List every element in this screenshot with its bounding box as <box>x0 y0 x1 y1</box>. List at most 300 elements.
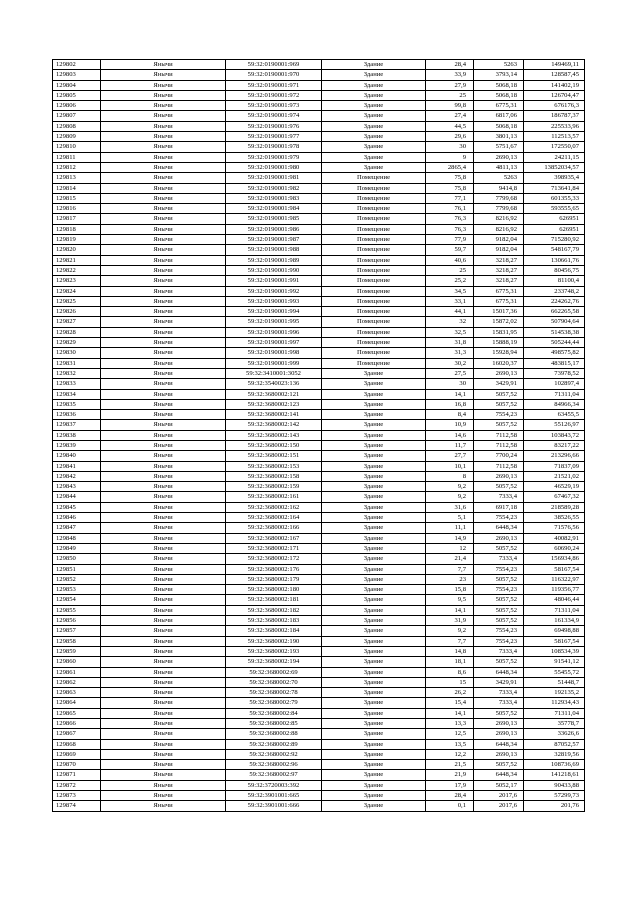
cadastral-number-cell: 59:32:3680002:181 <box>226 595 322 605</box>
specific-value-cell: 7112,58 <box>474 430 524 440</box>
settlement-cell: Янычи <box>101 729 226 739</box>
row-number-cell: 129847 <box>53 523 101 533</box>
specific-value-cell: 5263 <box>474 173 524 183</box>
specific-value-cell: 3429,91 <box>474 677 524 687</box>
settlement-cell: Янычи <box>101 338 226 348</box>
cadastral-number-cell: 59:32:0190001:997 <box>226 338 322 348</box>
cadastral-number-cell: 59:32:0190001:978 <box>226 142 322 152</box>
area-cell: 76,3 <box>426 214 474 224</box>
cadastral-value-cell: 35778,7 <box>524 719 585 729</box>
object-type-cell: Здание <box>322 780 426 790</box>
cadastral-value-cell: 32819,56 <box>524 749 585 759</box>
object-type-cell: Помещение <box>322 224 426 234</box>
settlement-cell: Янычи <box>101 245 226 255</box>
cadastral-value-cell: 483815,17 <box>524 358 585 368</box>
cadastral-value-cell: 58167,54 <box>524 564 585 574</box>
table-row <box>53 667 585 677</box>
table-row <box>53 770 585 780</box>
object-type-cell: Здание <box>322 111 426 121</box>
area-cell: 7,7 <box>426 636 474 646</box>
table-row <box>53 307 585 317</box>
row-number-cell: 129842 <box>53 471 101 481</box>
object-type-cell: Здание <box>322 80 426 90</box>
specific-value-cell: 3801,13 <box>474 132 524 142</box>
cadastral-value-cell: 225533,96 <box>524 121 585 131</box>
specific-value-cell: 6448,34 <box>474 770 524 780</box>
table-row <box>53 646 585 656</box>
cadastral-number-cell: 59:32:3680002:172 <box>226 554 322 564</box>
specific-value-cell: 6775,31 <box>474 101 524 111</box>
cadastral-value-cell: 676176,3 <box>524 101 585 111</box>
area-cell: 14,6 <box>426 430 474 440</box>
settlement-cell: Янычи <box>101 90 226 100</box>
table-row <box>53 585 585 595</box>
row-number-cell: 129806 <box>53 101 101 111</box>
cadastral-value-cell: 128587,45 <box>524 70 585 80</box>
cadastral-value-cell: 33626,6 <box>524 729 585 739</box>
cadastral-value-cell: 69498,88 <box>524 626 585 636</box>
row-number-cell: 129862 <box>53 677 101 687</box>
cadastral-number-cell: 59:32:0190001:982 <box>226 183 322 193</box>
object-type-cell: Здание <box>322 595 426 605</box>
specific-value-cell: 6775,31 <box>474 296 524 306</box>
cadastral-value-cell: 141218,61 <box>524 770 585 780</box>
cadastral-number-cell: 59:32:0190001:996 <box>226 327 322 337</box>
object-type-cell: Помещение <box>322 348 426 358</box>
area-cell: 9,2 <box>426 492 474 502</box>
row-number-cell: 129841 <box>53 461 101 471</box>
area-cell: 27,7 <box>426 451 474 461</box>
row-number-cell: 129856 <box>53 616 101 626</box>
row-number-cell: 129871 <box>53 770 101 780</box>
settlement-cell: Янычи <box>101 265 226 275</box>
row-number-cell: 129832 <box>53 368 101 378</box>
object-type-cell: Здание <box>322 698 426 708</box>
table-row <box>53 791 585 801</box>
cadastral-value-cell: 71576,56 <box>524 523 585 533</box>
area-cell: 13,3 <box>426 719 474 729</box>
cadastral-number-cell: 59:32:3680002:159 <box>226 482 322 492</box>
cadastral-number-cell: 59:32:0190001:999 <box>226 358 322 368</box>
area-cell: 23 <box>426 574 474 584</box>
cadastral-number-cell: 59:32:3680002:121 <box>226 389 322 399</box>
object-type-cell: Помещение <box>322 265 426 275</box>
row-number-cell: 129829 <box>53 338 101 348</box>
specific-value-cell: 15831,95 <box>474 327 524 337</box>
table-row <box>53 492 585 502</box>
area-cell: 59,7 <box>426 245 474 255</box>
cadastral-value-cell: 81100,4 <box>524 276 585 286</box>
area-cell: 33,1 <box>426 296 474 306</box>
settlement-cell: Янычи <box>101 389 226 399</box>
specific-value-cell: 9182,04 <box>474 245 524 255</box>
settlement-cell: Янычи <box>101 162 226 172</box>
settlement-cell: Янычи <box>101 554 226 564</box>
table-row <box>53 204 585 214</box>
area-cell: 25 <box>426 265 474 275</box>
object-type-cell: Здание <box>322 585 426 595</box>
settlement-cell: Янычи <box>101 224 226 234</box>
settlement-cell: Янычи <box>101 173 226 183</box>
cadastral-number-cell: 59:32:0190001:989 <box>226 255 322 265</box>
specific-value-cell: 5057,52 <box>474 389 524 399</box>
settlement-cell: Янычи <box>101 533 226 543</box>
table-row <box>53 688 585 698</box>
settlement-cell: Янычи <box>101 420 226 430</box>
table-row <box>53 183 585 193</box>
specific-value-cell: 7333,4 <box>474 554 524 564</box>
area-cell: 32,5 <box>426 327 474 337</box>
object-type-cell: Помещение <box>322 327 426 337</box>
settlement-cell: Янычи <box>101 698 226 708</box>
area-cell: 31,8 <box>426 338 474 348</box>
table-row <box>53 224 585 234</box>
cadastral-value-cell: 103843,72 <box>524 430 585 440</box>
area-cell: 28,4 <box>426 791 474 801</box>
row-number-cell: 129870 <box>53 760 101 770</box>
cadastral-number-cell: 59:32:0190001:984 <box>226 204 322 214</box>
table-row <box>53 245 585 255</box>
specific-value-cell: 5263 <box>474 60 524 70</box>
area-cell: 15,4 <box>426 698 474 708</box>
area-cell: 30,2 <box>426 358 474 368</box>
cadastral-number-cell: 59:32:3680002:85 <box>226 719 322 729</box>
settlement-cell: Янычи <box>101 255 226 265</box>
area-cell: 27,5 <box>426 368 474 378</box>
cadastral-value-cell: 63455,5 <box>524 410 585 420</box>
row-number-cell: 129807 <box>53 111 101 121</box>
table-row <box>53 513 585 523</box>
table-row <box>53 80 585 90</box>
cadastral-number-cell: 59:32:0190001:977 <box>226 132 322 142</box>
cadastral-value-cell: 60690,24 <box>524 543 585 553</box>
row-number-cell: 129813 <box>53 173 101 183</box>
specific-value-cell: 2017,6 <box>474 801 524 811</box>
area-cell: 7,7 <box>426 564 474 574</box>
area-cell: 44,5 <box>426 121 474 131</box>
area-cell: 28,4 <box>426 60 474 70</box>
settlement-cell: Янычи <box>101 327 226 337</box>
specific-value-cell: 5068,18 <box>474 121 524 131</box>
settlement-cell: Янычи <box>101 379 226 389</box>
cadastral-number-cell: 59:32:0190001:973 <box>226 101 322 111</box>
cadastral-value-cell: 141402,19 <box>524 80 585 90</box>
row-number-cell: 129819 <box>53 235 101 245</box>
cadastral-value-cell: 172550,07 <box>524 142 585 152</box>
cadastral-number-cell: 59:32:3680002:179 <box>226 574 322 584</box>
row-number-cell: 129838 <box>53 430 101 440</box>
area-cell: 11,1 <box>426 523 474 533</box>
row-number-cell: 129833 <box>53 379 101 389</box>
settlement-cell: Янычи <box>101 616 226 626</box>
settlement-cell: Янычи <box>101 358 226 368</box>
settlement-cell: Янычи <box>101 708 226 718</box>
area-cell: 8 <box>426 471 474 481</box>
area-cell: 15,8 <box>426 585 474 595</box>
object-type-cell: Помещение <box>322 214 426 224</box>
table-row <box>53 111 585 121</box>
object-type-cell: Здание <box>322 132 426 142</box>
area-cell: 77,1 <box>426 193 474 203</box>
area-cell: 18,1 <box>426 657 474 667</box>
table-row <box>53 616 585 626</box>
settlement-cell: Янычи <box>101 605 226 615</box>
cadastral-value-cell: 201,76 <box>524 801 585 811</box>
object-type-cell: Помещение <box>322 307 426 317</box>
cadastral-value-cell: 71311,04 <box>524 605 585 615</box>
cadastral-number-cell: 59:32:3680002:190 <box>226 636 322 646</box>
table-row <box>53 719 585 729</box>
cadastral-number-cell: 59:32:3720003:392 <box>226 780 322 790</box>
cadastral-value-cell: 601355,33 <box>524 193 585 203</box>
cadastral-value-cell: 83217,22 <box>524 440 585 450</box>
area-cell: 29,6 <box>426 132 474 142</box>
row-number-cell: 129858 <box>53 636 101 646</box>
cadastral-value-cell: 71311,04 <box>524 708 585 718</box>
object-type-cell: Здание <box>322 502 426 512</box>
object-type-cell: Здание <box>322 513 426 523</box>
area-cell: 12 <box>426 543 474 553</box>
cadastral-number-cell: 59:32:3680002:182 <box>226 605 322 615</box>
row-number-cell: 129850 <box>53 554 101 564</box>
settlement-cell: Янычи <box>101 214 226 224</box>
table-row <box>53 636 585 646</box>
area-cell: 25 <box>426 90 474 100</box>
row-number-cell: 129855 <box>53 605 101 615</box>
table-row <box>53 564 585 574</box>
settlement-cell: Янычи <box>101 461 226 471</box>
object-type-cell: Здание <box>322 574 426 584</box>
cadastral-value-cell: 13852034,57 <box>524 162 585 172</box>
table-row <box>53 780 585 790</box>
cadastral-number-cell: 59:32:3680002:171 <box>226 543 322 553</box>
specific-value-cell: 5052,17 <box>474 780 524 790</box>
table-row <box>53 698 585 708</box>
row-number-cell: 129865 <box>53 708 101 718</box>
row-number-cell: 129843 <box>53 482 101 492</box>
specific-value-cell: 3793,14 <box>474 70 524 80</box>
object-type-cell: Здание <box>322 533 426 543</box>
specific-value-cell: 6448,34 <box>474 739 524 749</box>
specific-value-cell: 15872,02 <box>474 317 524 327</box>
cadastral-value-cell: 38526,55 <box>524 513 585 523</box>
object-type-cell: Здание <box>322 719 426 729</box>
table-row <box>53 317 585 327</box>
settlement-cell: Янычи <box>101 471 226 481</box>
settlement-cell: Янычи <box>101 451 226 461</box>
specific-value-cell: 2690,13 <box>474 533 524 543</box>
object-type-cell: Здание <box>322 482 426 492</box>
cadastral-value-cell: 626951 <box>524 214 585 224</box>
object-type-cell: Здание <box>322 801 426 811</box>
settlement-cell: Янычи <box>101 760 226 770</box>
area-cell: 9,2 <box>426 482 474 492</box>
object-type-cell: Здание <box>322 749 426 759</box>
object-type-cell: Здание <box>322 616 426 626</box>
settlement-cell: Янычи <box>101 307 226 317</box>
settlement-cell: Янычи <box>101 440 226 450</box>
row-number-cell: 129826 <box>53 307 101 317</box>
table-row <box>53 265 585 275</box>
object-type-cell: Здание <box>322 451 426 461</box>
row-number-cell: 129802 <box>53 60 101 70</box>
row-number-cell: 129845 <box>53 502 101 512</box>
row-number-cell: 129837 <box>53 420 101 430</box>
cadastral-number-cell: 59:32:3680002:123 <box>226 399 322 409</box>
cadastral-value-cell: 548167,79 <box>524 245 585 255</box>
object-type-cell: Здание <box>322 543 426 553</box>
row-number-cell: 129815 <box>53 193 101 203</box>
object-type-cell: Здание <box>322 152 426 162</box>
object-type-cell: Здание <box>322 657 426 667</box>
cadastral-value-cell: 192135,2 <box>524 688 585 698</box>
area-cell: 2865,4 <box>426 162 474 172</box>
row-number-cell: 129818 <box>53 224 101 234</box>
object-type-cell: Здание <box>322 688 426 698</box>
area-cell: 14,1 <box>426 708 474 718</box>
cadastral-value-cell: 90433,88 <box>524 780 585 790</box>
table-row <box>53 379 585 389</box>
specific-value-cell: 5057,52 <box>474 543 524 553</box>
row-number-cell: 129821 <box>53 255 101 265</box>
cadastral-value-cell: 112934,43 <box>524 698 585 708</box>
object-type-cell: Здание <box>322 379 426 389</box>
cadastral-value-cell: 514538,38 <box>524 327 585 337</box>
cadastral-number-cell: 59:32:0190001:970 <box>226 70 322 80</box>
area-cell: 27,9 <box>426 80 474 90</box>
area-cell: 16,8 <box>426 399 474 409</box>
cadastral-value-cell: 498575,82 <box>524 348 585 358</box>
row-number-cell: 129869 <box>53 749 101 759</box>
specific-value-cell: 7333,4 <box>474 698 524 708</box>
settlement-cell: Янычи <box>101 595 226 605</box>
settlement-cell: Янычи <box>101 646 226 656</box>
specific-value-cell: 16020,37 <box>474 358 524 368</box>
area-cell: 14,8 <box>426 646 474 656</box>
area-cell: 34,5 <box>426 286 474 296</box>
table-row <box>53 677 585 687</box>
cadastral-value-cell: 233748,2 <box>524 286 585 296</box>
row-number-cell: 129854 <box>53 595 101 605</box>
row-number-cell: 129868 <box>53 739 101 749</box>
row-number-cell: 129836 <box>53 410 101 420</box>
specific-value-cell: 2690,13 <box>474 471 524 481</box>
object-type-cell: Здание <box>322 729 426 739</box>
cadastral-value-cell: 130661,76 <box>524 255 585 265</box>
table-row <box>53 410 585 420</box>
table-row <box>53 327 585 337</box>
object-type-cell: Здание <box>322 605 426 615</box>
area-cell: 26,2 <box>426 688 474 698</box>
specific-value-cell: 5057,52 <box>474 595 524 605</box>
row-number-cell: 129825 <box>53 296 101 306</box>
table-row <box>53 389 585 399</box>
object-type-cell: Здание <box>322 162 426 172</box>
settlement-cell: Янычи <box>101 399 226 409</box>
specific-value-cell: 15017,36 <box>474 307 524 317</box>
specific-value-cell: 7554,23 <box>474 410 524 420</box>
area-cell: 14,9 <box>426 533 474 543</box>
settlement-cell: Янычи <box>101 739 226 749</box>
row-number-cell: 129852 <box>53 574 101 584</box>
specific-value-cell: 6817,06 <box>474 111 524 121</box>
object-type-cell: Здание <box>322 101 426 111</box>
settlement-cell: Янычи <box>101 70 226 80</box>
specific-value-cell: 5057,52 <box>474 708 524 718</box>
specific-value-cell: 8216,92 <box>474 214 524 224</box>
settlement-cell: Янычи <box>101 626 226 636</box>
cadastral-number-cell: 59:32:3680002:153 <box>226 461 322 471</box>
object-type-cell: Здание <box>322 636 426 646</box>
area-cell: 25,2 <box>426 276 474 286</box>
row-number-cell: 129814 <box>53 183 101 193</box>
specific-value-cell: 5057,52 <box>474 399 524 409</box>
settlement-cell: Янычи <box>101 523 226 533</box>
object-type-cell: Помещение <box>322 183 426 193</box>
object-type-cell: Здание <box>322 368 426 378</box>
cadastral-number-cell: 59:32:3680002:162 <box>226 502 322 512</box>
row-number-cell: 129835 <box>53 399 101 409</box>
cadastral-value-cell: 713641,84 <box>524 183 585 193</box>
cadastral-number-cell: 59:32:0190001:992 <box>226 286 322 296</box>
settlement-cell: Янычи <box>101 801 226 811</box>
cadastral-number-cell: 59:32:3540023:136 <box>226 379 322 389</box>
area-cell: 30 <box>426 142 474 152</box>
specific-value-cell: 2690,13 <box>474 152 524 162</box>
cadastral-value-cell: 398935,4 <box>524 173 585 183</box>
cadastral-number-cell: 59:32:0190001:988 <box>226 245 322 255</box>
specific-value-cell: 5057,52 <box>474 657 524 667</box>
settlement-cell: Янычи <box>101 688 226 698</box>
specific-value-cell: 4811,13 <box>474 162 524 172</box>
area-cell: 75,8 <box>426 183 474 193</box>
area-cell: 32 <box>426 317 474 327</box>
object-type-cell: Помещение <box>322 296 426 306</box>
specific-value-cell: 5057,52 <box>474 574 524 584</box>
specific-value-cell: 6775,31 <box>474 286 524 296</box>
object-type-cell: Здание <box>322 677 426 687</box>
object-type-cell: Здание <box>322 410 426 420</box>
cadastral-value-cell: 71837,09 <box>524 461 585 471</box>
area-cell: 9,5 <box>426 595 474 605</box>
cadastral-value-cell: 213296,66 <box>524 451 585 461</box>
settlement-cell: Янычи <box>101 585 226 595</box>
table-row <box>53 708 585 718</box>
table-row <box>53 152 585 162</box>
object-type-cell: Здание <box>322 626 426 636</box>
area-cell: 0,1 <box>426 801 474 811</box>
cadastral-number-cell: 59:32:3680002:151 <box>226 451 322 461</box>
row-number-cell: 129831 <box>53 358 101 368</box>
object-type-cell: Здание <box>322 646 426 656</box>
specific-value-cell: 15928,94 <box>474 348 524 358</box>
row-number-cell: 129820 <box>53 245 101 255</box>
object-type-cell: Здание <box>322 554 426 564</box>
area-cell: 75,8 <box>426 173 474 183</box>
table-row <box>53 430 585 440</box>
row-number-cell: 129866 <box>53 719 101 729</box>
area-cell: 44,1 <box>426 307 474 317</box>
table-row <box>53 801 585 811</box>
table-row <box>53 70 585 80</box>
area-cell: 21,5 <box>426 760 474 770</box>
settlement-cell: Янычи <box>101 204 226 214</box>
cadastral-number-cell: 59:32:3680002:167 <box>226 533 322 543</box>
area-cell: 12,5 <box>426 729 474 739</box>
cadastral-number-cell: 59:32:3680002:141 <box>226 410 322 420</box>
specific-value-cell: 7333,4 <box>474 646 524 656</box>
table-row <box>53 173 585 183</box>
